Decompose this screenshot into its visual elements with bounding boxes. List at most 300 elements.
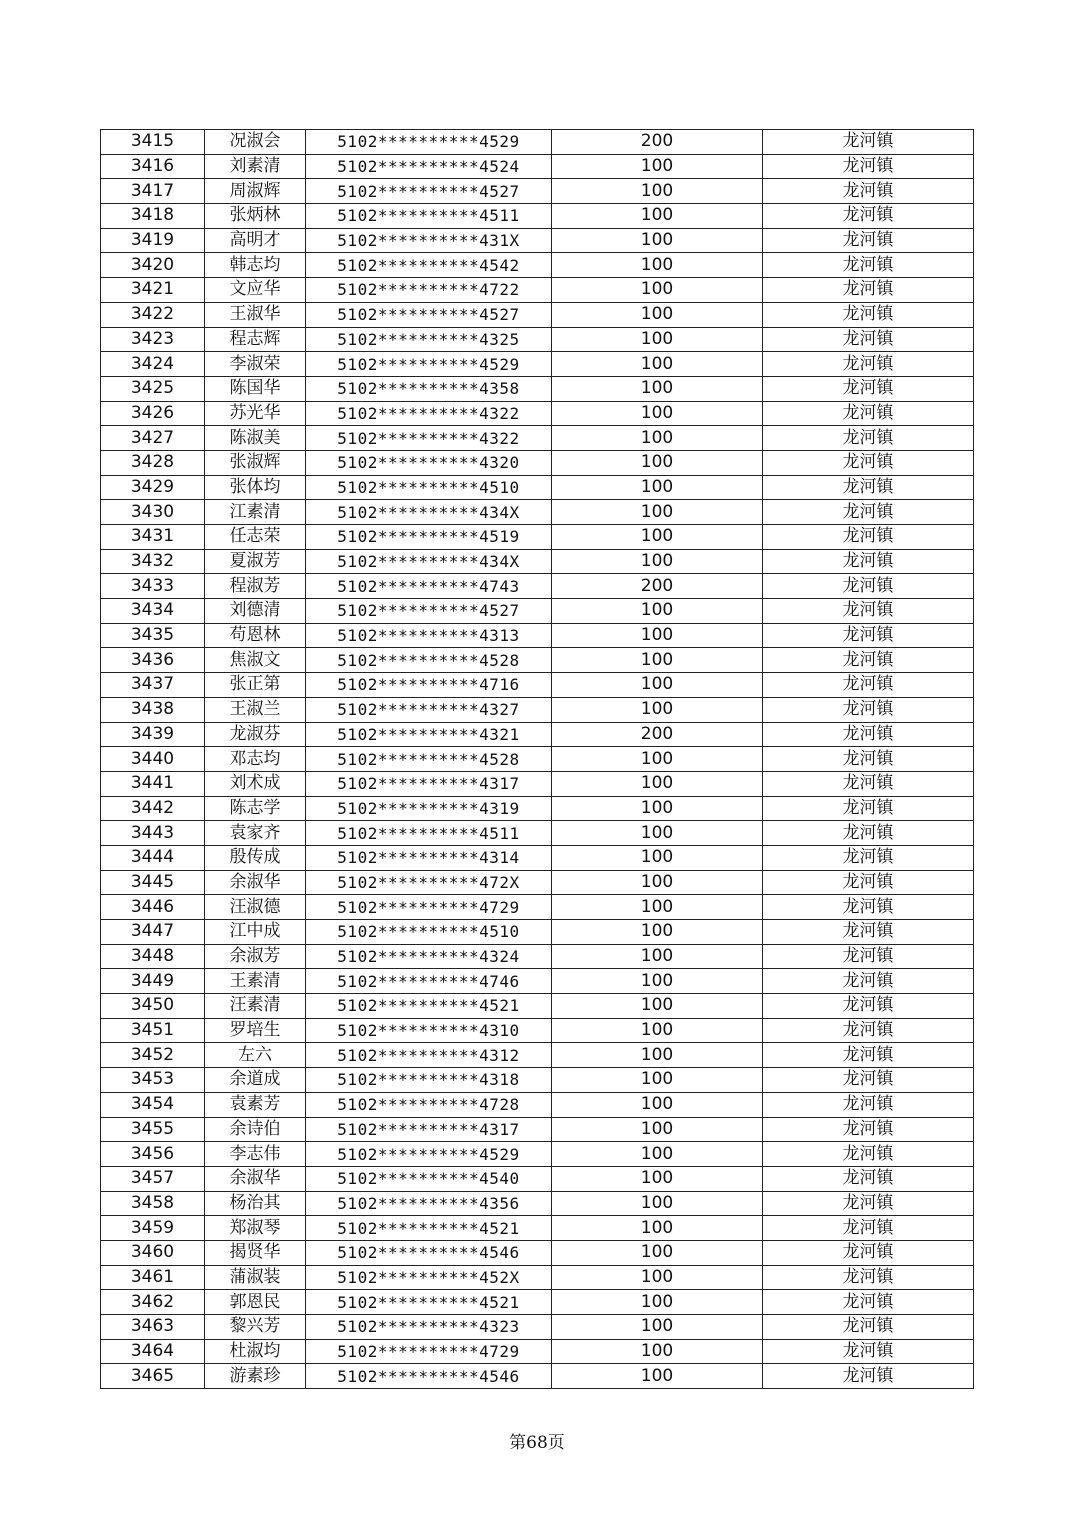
serial-number-cell: 3435 — [101, 623, 205, 648]
id-number-cell: 5102**********4521 — [306, 1216, 552, 1241]
id-number-cell: 5102**********4540 — [306, 1166, 552, 1191]
id-number-cell: 5102**********4528 — [306, 747, 552, 772]
town-cell: 龙河镇 — [763, 1240, 974, 1265]
serial-number-cell: 3453 — [101, 1068, 205, 1093]
id-number-cell: 5102**********4511 — [306, 821, 552, 846]
serial-number-cell: 3464 — [101, 1339, 205, 1364]
town-cell: 龙河镇 — [763, 253, 974, 278]
serial-number-cell: 3459 — [101, 1216, 205, 1241]
id-number-cell: 5102**********4327 — [306, 697, 552, 722]
serial-number-cell: 3454 — [101, 1092, 205, 1117]
id-number-cell: 5102**********4728 — [306, 1092, 552, 1117]
amount-cell: 100 — [552, 228, 763, 253]
town-cell: 龙河镇 — [763, 549, 974, 574]
name-cell: 焦淑文 — [205, 648, 306, 673]
town-cell: 龙河镇 — [763, 994, 974, 1019]
town-cell: 龙河镇 — [763, 475, 974, 500]
serial-number-cell: 3418 — [101, 204, 205, 229]
amount-cell: 100 — [552, 1068, 763, 1093]
amount-cell: 100 — [552, 278, 763, 303]
amount-cell: 100 — [552, 870, 763, 895]
amount-cell: 100 — [552, 944, 763, 969]
table-row — [101, 278, 974, 303]
name-cell: 李志伟 — [205, 1142, 306, 1167]
name-cell: 李淑荣 — [205, 352, 306, 377]
name-cell: 袁素芳 — [205, 1092, 306, 1117]
serial-number-cell: 3448 — [101, 944, 205, 969]
table-row — [101, 1142, 974, 1167]
town-cell: 龙河镇 — [763, 1290, 974, 1315]
serial-number-cell: 3463 — [101, 1315, 205, 1340]
amount-cell: 100 — [552, 549, 763, 574]
table-row — [101, 525, 974, 550]
name-cell: 苟恩林 — [205, 623, 306, 648]
name-cell: 殷传成 — [205, 845, 306, 870]
town-cell: 龙河镇 — [763, 623, 974, 648]
amount-cell: 100 — [552, 1092, 763, 1117]
town-cell: 龙河镇 — [763, 1315, 974, 1340]
id-number-cell: 5102**********4322 — [306, 426, 552, 451]
id-number-cell: 5102**********4546 — [306, 1364, 552, 1389]
name-cell: 陈国华 — [205, 376, 306, 401]
town-cell: 龙河镇 — [763, 426, 974, 451]
table-row — [101, 327, 974, 352]
table-row — [101, 771, 974, 796]
table-body — [101, 130, 974, 1389]
serial-number-cell: 3450 — [101, 994, 205, 1019]
serial-number-cell: 3426 — [101, 401, 205, 426]
name-cell: 罗培生 — [205, 1018, 306, 1043]
town-cell: 龙河镇 — [763, 673, 974, 698]
table-row — [101, 376, 974, 401]
id-number-cell: 5102**********4310 — [306, 1018, 552, 1043]
name-cell: 袁家齐 — [205, 821, 306, 846]
amount-cell: 100 — [552, 204, 763, 229]
serial-number-cell: 3440 — [101, 747, 205, 772]
id-number-cell: 5102**********4528 — [306, 648, 552, 673]
serial-number-cell: 3423 — [101, 327, 205, 352]
town-cell: 龙河镇 — [763, 376, 974, 401]
amount-cell: 100 — [552, 1043, 763, 1068]
amount-cell: 100 — [552, 525, 763, 550]
table-row — [101, 1018, 974, 1043]
town-cell: 龙河镇 — [763, 895, 974, 920]
town-cell: 龙河镇 — [763, 697, 974, 722]
id-number-cell: 5102**********4318 — [306, 1068, 552, 1093]
amount-cell: 100 — [552, 697, 763, 722]
amount-cell: 100 — [552, 450, 763, 475]
town-cell: 龙河镇 — [763, 1068, 974, 1093]
town-cell: 龙河镇 — [763, 278, 974, 303]
table-row — [101, 574, 974, 599]
serial-number-cell: 3444 — [101, 845, 205, 870]
town-cell: 龙河镇 — [763, 821, 974, 846]
serial-number-cell: 3437 — [101, 673, 205, 698]
table-row — [101, 475, 974, 500]
page-number: 第68页 — [509, 1433, 565, 1453]
name-cell: 刘德清 — [205, 599, 306, 624]
table-row — [101, 130, 974, 155]
id-number-cell: 5102**********4546 — [306, 1240, 552, 1265]
name-cell: 程淑芳 — [205, 574, 306, 599]
id-number-cell: 5102**********4524 — [306, 154, 552, 179]
table-row — [101, 870, 974, 895]
amount-cell: 100 — [552, 969, 763, 994]
serial-number-cell: 3422 — [101, 302, 205, 327]
id-number-cell: 5102**********4358 — [306, 376, 552, 401]
table-row — [101, 648, 974, 673]
amount-cell: 100 — [552, 845, 763, 870]
serial-number-cell: 3429 — [101, 475, 205, 500]
table-row — [101, 253, 974, 278]
table-row — [101, 920, 974, 945]
id-number-cell: 5102**********4312 — [306, 1043, 552, 1068]
id-number-cell: 5102**********4542 — [306, 253, 552, 278]
id-number-cell: 5102**********4313 — [306, 623, 552, 648]
amount-cell: 100 — [552, 673, 763, 698]
name-cell: 况淑会 — [205, 130, 306, 155]
name-cell: 江中成 — [205, 920, 306, 945]
amount-cell: 100 — [552, 648, 763, 673]
town-cell: 龙河镇 — [763, 450, 974, 475]
table-row — [101, 821, 974, 846]
town-cell: 龙河镇 — [763, 1166, 974, 1191]
table-row — [101, 1166, 974, 1191]
table-row — [101, 302, 974, 327]
table-row — [101, 228, 974, 253]
serial-number-cell: 3457 — [101, 1166, 205, 1191]
serial-number-cell: 3441 — [101, 771, 205, 796]
table-row — [101, 1191, 974, 1216]
table-row — [101, 845, 974, 870]
amount-cell: 100 — [552, 1117, 763, 1142]
name-cell: 杜淑均 — [205, 1339, 306, 1364]
name-cell: 蒲淑装 — [205, 1265, 306, 1290]
id-number-cell: 5102**********4510 — [306, 475, 552, 500]
table-row — [101, 426, 974, 451]
name-cell: 江素清 — [205, 500, 306, 525]
serial-number-cell: 3425 — [101, 376, 205, 401]
amount-cell: 100 — [552, 623, 763, 648]
amount-cell: 100 — [552, 475, 763, 500]
table-row — [101, 1068, 974, 1093]
id-number-cell: 5102**********4527 — [306, 302, 552, 327]
name-cell: 苏光华 — [205, 401, 306, 426]
serial-number-cell: 3443 — [101, 821, 205, 846]
serial-number-cell: 3434 — [101, 599, 205, 624]
serial-number-cell: 3465 — [101, 1364, 205, 1389]
name-cell: 郭恩民 — [205, 1290, 306, 1315]
town-cell: 龙河镇 — [763, 1265, 974, 1290]
id-number-cell: 5102**********4529 — [306, 130, 552, 155]
serial-number-cell: 3452 — [101, 1043, 205, 1068]
amount-cell: 100 — [552, 500, 763, 525]
name-cell: 王淑兰 — [205, 697, 306, 722]
amount-cell: 200 — [552, 130, 763, 155]
id-number-cell: 5102**********4325 — [306, 327, 552, 352]
amount-cell: 100 — [552, 796, 763, 821]
town-cell: 龙河镇 — [763, 920, 974, 945]
town-cell: 龙河镇 — [763, 500, 974, 525]
town-cell: 龙河镇 — [763, 870, 974, 895]
town-cell: 龙河镇 — [763, 599, 974, 624]
name-cell: 高明才 — [205, 228, 306, 253]
table-row — [101, 1043, 974, 1068]
town-cell: 龙河镇 — [763, 796, 974, 821]
name-cell: 余诗伯 — [205, 1117, 306, 1142]
name-cell: 韩志均 — [205, 253, 306, 278]
serial-number-cell: 3424 — [101, 352, 205, 377]
table-row — [101, 599, 974, 624]
serial-number-cell: 3415 — [101, 130, 205, 155]
name-cell: 杨治其 — [205, 1191, 306, 1216]
town-cell: 龙河镇 — [763, 154, 974, 179]
town-cell: 龙河镇 — [763, 648, 974, 673]
serial-number-cell: 3421 — [101, 278, 205, 303]
id-number-cell: 5102**********4743 — [306, 574, 552, 599]
serial-number-cell: 3455 — [101, 1117, 205, 1142]
id-number-cell: 5102**********4521 — [306, 994, 552, 1019]
id-number-cell: 5102**********4521 — [306, 1290, 552, 1315]
name-cell: 周淑辉 — [205, 179, 306, 204]
id-number-cell: 5102**********4319 — [306, 796, 552, 821]
name-cell: 龙淑芬 — [205, 722, 306, 747]
id-number-cell: 5102**********4356 — [306, 1191, 552, 1216]
id-number-cell: 5102**********4314 — [306, 845, 552, 870]
amount-cell: 100 — [552, 821, 763, 846]
id-number-cell: 5102**********4320 — [306, 450, 552, 475]
table-row — [101, 944, 974, 969]
serial-number-cell: 3460 — [101, 1240, 205, 1265]
town-cell: 龙河镇 — [763, 1092, 974, 1117]
town-cell: 龙河镇 — [763, 352, 974, 377]
name-cell: 刘术成 — [205, 771, 306, 796]
town-cell: 龙河镇 — [763, 1364, 974, 1389]
name-cell: 张炳林 — [205, 204, 306, 229]
serial-number-cell: 3420 — [101, 253, 205, 278]
serial-number-cell: 3461 — [101, 1265, 205, 1290]
name-cell: 程志辉 — [205, 327, 306, 352]
town-cell: 龙河镇 — [763, 1043, 974, 1068]
amount-cell: 100 — [552, 747, 763, 772]
name-cell: 王淑华 — [205, 302, 306, 327]
serial-number-cell: 3438 — [101, 697, 205, 722]
id-number-cell: 5102**********4322 — [306, 401, 552, 426]
name-cell: 王素清 — [205, 969, 306, 994]
amount-cell: 100 — [552, 179, 763, 204]
name-cell: 陈淑美 — [205, 426, 306, 451]
id-number-cell: 5102**********4324 — [306, 944, 552, 969]
town-cell: 龙河镇 — [763, 302, 974, 327]
town-cell: 龙河镇 — [763, 327, 974, 352]
name-cell: 刘素清 — [205, 154, 306, 179]
amount-cell: 100 — [552, 154, 763, 179]
serial-number-cell: 3432 — [101, 549, 205, 574]
amount-cell: 100 — [552, 994, 763, 1019]
town-cell: 龙河镇 — [763, 722, 974, 747]
id-number-cell: 5102**********4511 — [306, 204, 552, 229]
id-number-cell: 5102**********4529 — [306, 1142, 552, 1167]
serial-number-cell: 3416 — [101, 154, 205, 179]
town-cell: 龙河镇 — [763, 1216, 974, 1241]
table-row — [101, 697, 974, 722]
amount-cell: 100 — [552, 376, 763, 401]
amount-cell: 100 — [552, 771, 763, 796]
table-row — [101, 179, 974, 204]
id-number-cell: 5102**********452X — [306, 1265, 552, 1290]
table-row — [101, 969, 974, 994]
amount-cell: 100 — [552, 1265, 763, 1290]
name-cell: 余淑华 — [205, 870, 306, 895]
id-number-cell: 5102**********4317 — [306, 1117, 552, 1142]
town-cell: 龙河镇 — [763, 771, 974, 796]
table-row — [101, 450, 974, 475]
id-number-cell: 5102**********4529 — [306, 352, 552, 377]
table-row — [101, 1364, 974, 1389]
serial-number-cell: 3417 — [101, 179, 205, 204]
id-number-cell: 5102**********4321 — [306, 722, 552, 747]
data-table — [100, 129, 974, 1389]
name-cell: 余淑芳 — [205, 944, 306, 969]
town-cell: 龙河镇 — [763, 1339, 974, 1364]
table-row — [101, 1290, 974, 1315]
amount-cell: 100 — [552, 426, 763, 451]
name-cell: 游素珍 — [205, 1364, 306, 1389]
id-number-cell: 5102**********4729 — [306, 1339, 552, 1364]
table-row — [101, 154, 974, 179]
table-row — [101, 500, 974, 525]
id-number-cell: 5102**********4716 — [306, 673, 552, 698]
table-row — [101, 722, 974, 747]
table-row — [101, 1216, 974, 1241]
name-cell: 夏淑芳 — [205, 549, 306, 574]
serial-number-cell: 3447 — [101, 920, 205, 945]
amount-cell: 100 — [552, 1240, 763, 1265]
table-row — [101, 401, 974, 426]
id-number-cell: 5102**********4510 — [306, 920, 552, 945]
amount-cell: 100 — [552, 1290, 763, 1315]
name-cell: 张正第 — [205, 673, 306, 698]
id-number-cell: 5102**********4722 — [306, 278, 552, 303]
name-cell: 黎兴芳 — [205, 1315, 306, 1340]
name-cell: 左六 — [205, 1043, 306, 1068]
id-number-cell: 5102**********4323 — [306, 1315, 552, 1340]
serial-number-cell: 3428 — [101, 450, 205, 475]
serial-number-cell: 3445 — [101, 870, 205, 895]
town-cell: 龙河镇 — [763, 845, 974, 870]
serial-number-cell: 3431 — [101, 525, 205, 550]
table-row — [101, 204, 974, 229]
town-cell: 龙河镇 — [763, 1018, 974, 1043]
amount-cell: 100 — [552, 1018, 763, 1043]
name-cell: 余淑华 — [205, 1166, 306, 1191]
name-cell: 张淑辉 — [205, 450, 306, 475]
amount-cell: 100 — [552, 253, 763, 278]
amount-cell: 100 — [552, 1191, 763, 1216]
id-number-cell: 5102**********434X — [306, 500, 552, 525]
serial-number-cell: 3427 — [101, 426, 205, 451]
name-cell: 任志荣 — [205, 525, 306, 550]
town-cell: 龙河镇 — [763, 179, 974, 204]
town-cell: 龙河镇 — [763, 747, 974, 772]
id-number-cell: 5102**********4519 — [306, 525, 552, 550]
id-number-cell: 5102**********4527 — [306, 179, 552, 204]
table-row — [101, 1240, 974, 1265]
town-cell: 龙河镇 — [763, 401, 974, 426]
town-cell: 龙河镇 — [763, 1117, 974, 1142]
table-row — [101, 673, 974, 698]
amount-cell: 100 — [552, 1315, 763, 1340]
serial-number-cell: 3442 — [101, 796, 205, 821]
name-cell: 文应华 — [205, 278, 306, 303]
id-number-cell: 5102**********4729 — [306, 895, 552, 920]
amount-cell: 200 — [552, 574, 763, 599]
serial-number-cell: 3439 — [101, 722, 205, 747]
table-row — [101, 549, 974, 574]
serial-number-cell: 3430 — [101, 500, 205, 525]
name-cell: 张体均 — [205, 475, 306, 500]
amount-cell: 100 — [552, 1339, 763, 1364]
name-cell: 郑淑琴 — [205, 1216, 306, 1241]
table-row — [101, 1339, 974, 1364]
amount-cell: 100 — [552, 895, 763, 920]
town-cell: 龙河镇 — [763, 525, 974, 550]
table-row — [101, 796, 974, 821]
table-row — [101, 1265, 974, 1290]
data-table-container — [100, 129, 973, 1389]
serial-number-cell: 3458 — [101, 1191, 205, 1216]
town-cell: 龙河镇 — [763, 130, 974, 155]
amount-cell: 100 — [552, 302, 763, 327]
town-cell: 龙河镇 — [763, 969, 974, 994]
town-cell: 龙河镇 — [763, 228, 974, 253]
town-cell: 龙河镇 — [763, 1191, 974, 1216]
name-cell: 余道成 — [205, 1068, 306, 1093]
amount-cell: 100 — [552, 401, 763, 426]
name-cell: 汪淑德 — [205, 895, 306, 920]
amount-cell: 100 — [552, 327, 763, 352]
table-row — [101, 895, 974, 920]
serial-number-cell: 3449 — [101, 969, 205, 994]
id-number-cell: 5102**********431X — [306, 228, 552, 253]
town-cell: 龙河镇 — [763, 944, 974, 969]
serial-number-cell: 3446 — [101, 895, 205, 920]
serial-number-cell: 3451 — [101, 1018, 205, 1043]
table-row — [101, 1117, 974, 1142]
amount-cell: 100 — [552, 1166, 763, 1191]
id-number-cell: 5102**********4317 — [306, 771, 552, 796]
amount-cell: 100 — [552, 599, 763, 624]
serial-number-cell: 3462 — [101, 1290, 205, 1315]
serial-number-cell: 3456 — [101, 1142, 205, 1167]
amount-cell: 100 — [552, 1142, 763, 1167]
serial-number-cell: 3433 — [101, 574, 205, 599]
name-cell: 汪素清 — [205, 994, 306, 1019]
id-number-cell: 5102**********472X — [306, 870, 552, 895]
name-cell: 邓志均 — [205, 747, 306, 772]
id-number-cell: 5102**********4746 — [306, 969, 552, 994]
serial-number-cell: 3436 — [101, 648, 205, 673]
name-cell: 揭贤华 — [205, 1240, 306, 1265]
amount-cell: 100 — [552, 920, 763, 945]
amount-cell: 200 — [552, 722, 763, 747]
table-row — [101, 747, 974, 772]
amount-cell: 100 — [552, 352, 763, 377]
town-cell: 龙河镇 — [763, 1142, 974, 1167]
amount-cell: 100 — [552, 1216, 763, 1241]
name-cell: 陈志学 — [205, 796, 306, 821]
id-number-cell: 5102**********4527 — [306, 599, 552, 624]
